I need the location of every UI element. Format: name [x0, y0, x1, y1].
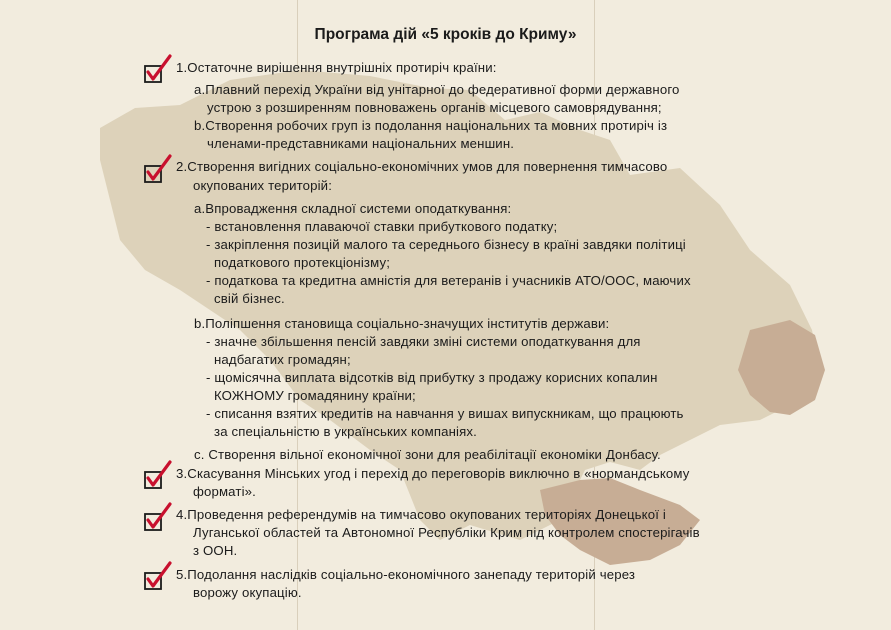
step-1-line: 1.Остаточне вирішення внутрішніх протиріч країни: [176, 60, 497, 75]
step-4-line: Луганської областей та Автономної Республіки Крим під контролем спостерігачів [193, 525, 700, 540]
step-1-sub-a-line: устрою з розширенням повноважень органів місцевого самоврядування; [207, 100, 662, 115]
step-2-sub-a-line: a.Впровадження складної системи оподаткування: [194, 201, 512, 216]
check-mark-icon [143, 561, 173, 595]
check-mark-icon [143, 54, 173, 88]
check-mark-icon [143, 460, 173, 494]
step-1-sub-b-line: b.Створення робочих груп із подолання національних та мовних протиріч із [194, 118, 668, 133]
check-mark-icon [143, 502, 173, 536]
step-2-sub-b-line: b.Поліпшення становища соціально-значущих інститутів держави: [194, 316, 610, 331]
step-1-sub-a-line: a.Плавний перехід України від унітарної до федеративної форми державного [194, 82, 680, 97]
step-2-sub-b-line: КОЖНОМУ громадянину країни; [214, 388, 416, 403]
step-5-line: ворожу окупацію. [193, 585, 302, 600]
step-2-sub-a-line: - податкова та кредитна амністія для ветеранів і учасників АТО/ООС, маючих [206, 273, 691, 288]
step-2-sub-b-line: - щомісячна виплата відсотків від прибутку з продажу корисних копалин [206, 370, 658, 385]
step-3-line: форматі». [193, 484, 256, 499]
step-2-sub-a-line: - закріплення позицій малого та середнього бізнесу в країні завдяки політиці [206, 237, 686, 252]
step-4-line: 4.Проведення референдумів на тимчасово окупованих територіях Донецької і [176, 507, 666, 522]
step-3-line: 3.Скасування Мінських угод і перехід до переговорів виключно в «нормандському [176, 466, 690, 481]
step-2-sub-b-line: - списання взятих кредитів на навчання у вишах випускникам, що працюють [206, 406, 684, 421]
step-2-sub-a-line: податкового протекціонізму; [214, 255, 391, 270]
step-5-line: 5.Подолання наслідків соціально-економічного занепаду територій через [176, 567, 636, 582]
step-2-line: окупованих територій: [193, 178, 333, 193]
step-2-sub-a-line: свій бізнес. [214, 291, 285, 306]
step-2-sub-b-line: - значне збільшення пенсій завдяки зміні системи оподаткування для [206, 334, 641, 349]
page-title: Програма дій «5 кроків до Криму» [314, 26, 577, 43]
step-2-sub-c-line: c. Створення вільної економічної зони для реабілітації економіки Донбасу. [194, 447, 661, 462]
step-1-sub-b-line: членами-представниками національних меншин. [207, 136, 515, 151]
step-2-sub-a-line: - встановлення плаваючої ставки прибуткового податку; [206, 219, 558, 234]
step-2-sub-b-line: за спеціальністю в українських компаніях. [214, 424, 477, 439]
step-4-line: з ООН. [193, 543, 238, 558]
step-2-sub-b-line: надбагатих громадян; [214, 352, 351, 367]
step-2-line: 2.Створення вигідних соціально-економічних умов для повернення тимчасово [176, 159, 668, 174]
check-mark-icon [143, 154, 173, 188]
